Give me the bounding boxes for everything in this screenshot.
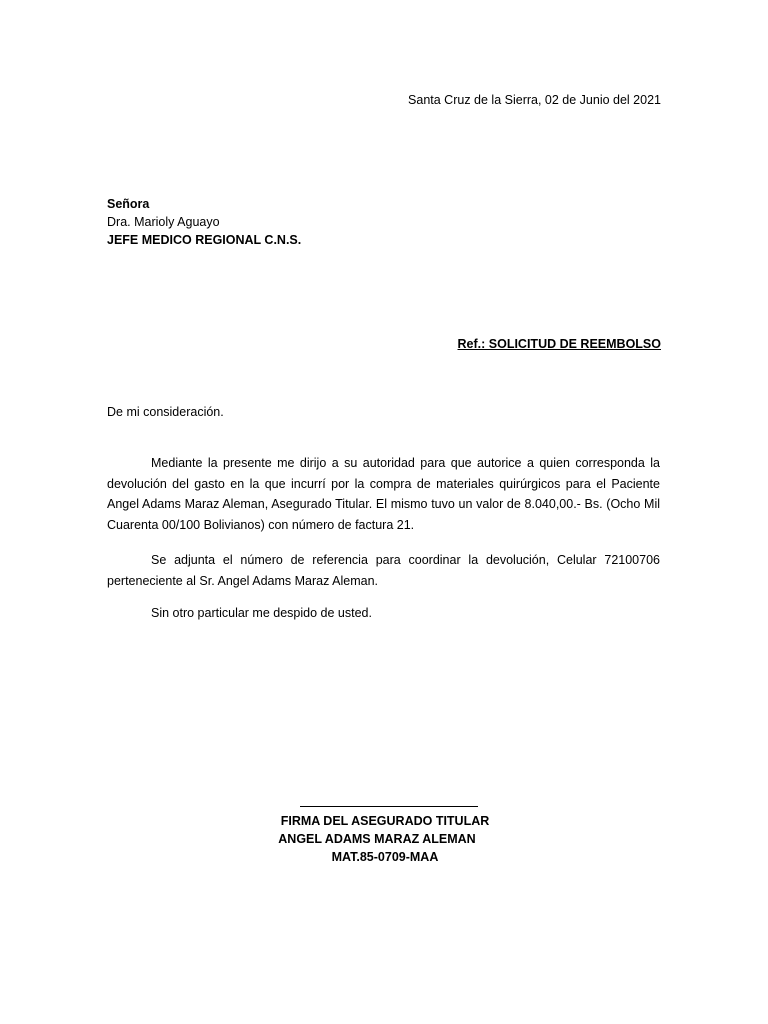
recipient-name: Dra. Marioly Aguayo — [107, 215, 220, 229]
signature-label: FIRMA DEL ASEGURADO TITULAR — [280, 814, 490, 828]
body-paragraph-3: Sin otro particular me despido de usted. — [151, 606, 372, 620]
signature-mat: MAT.85-0709-MAA — [331, 850, 439, 864]
place-date: Santa Cruz de la Sierra, 02 de Junio del 2021 — [408, 93, 661, 107]
body-paragraph-1: Mediante la presente me dirijo a su autoridad para que autorice a quien corresponda la devolución del gasto en la que incurrí por la compra de materiales quirúrgicos para el Paciente Angel Adams Maraz Aleman, Asegurado Titular. El mismo tuvo un valor de 8.040,00.- Bs. (Ocho Mil Cuarenta 00/100 Bolivianos) con número de factura 21. — [107, 456, 660, 532]
body-paragraph-2: Se adjunta el número de referencia para coordinar la devolución, Celular 72100706 perteneciente al Sr. Angel Adams Maraz Aleman. — [107, 553, 660, 588]
recipient-title: JEFE MEDICO REGIONAL C.N.S. — [107, 233, 302, 247]
signature-line — [300, 806, 478, 807]
signature-name: ANGEL ADAMS MARAZ ALEMAN — [278, 832, 476, 846]
greeting: De mi consideración. — [107, 405, 224, 419]
recipient-salutation: Señora — [107, 197, 150, 211]
reference-line: Ref.: SOLICITUD DE REEMBOLSO — [457, 337, 661, 351]
